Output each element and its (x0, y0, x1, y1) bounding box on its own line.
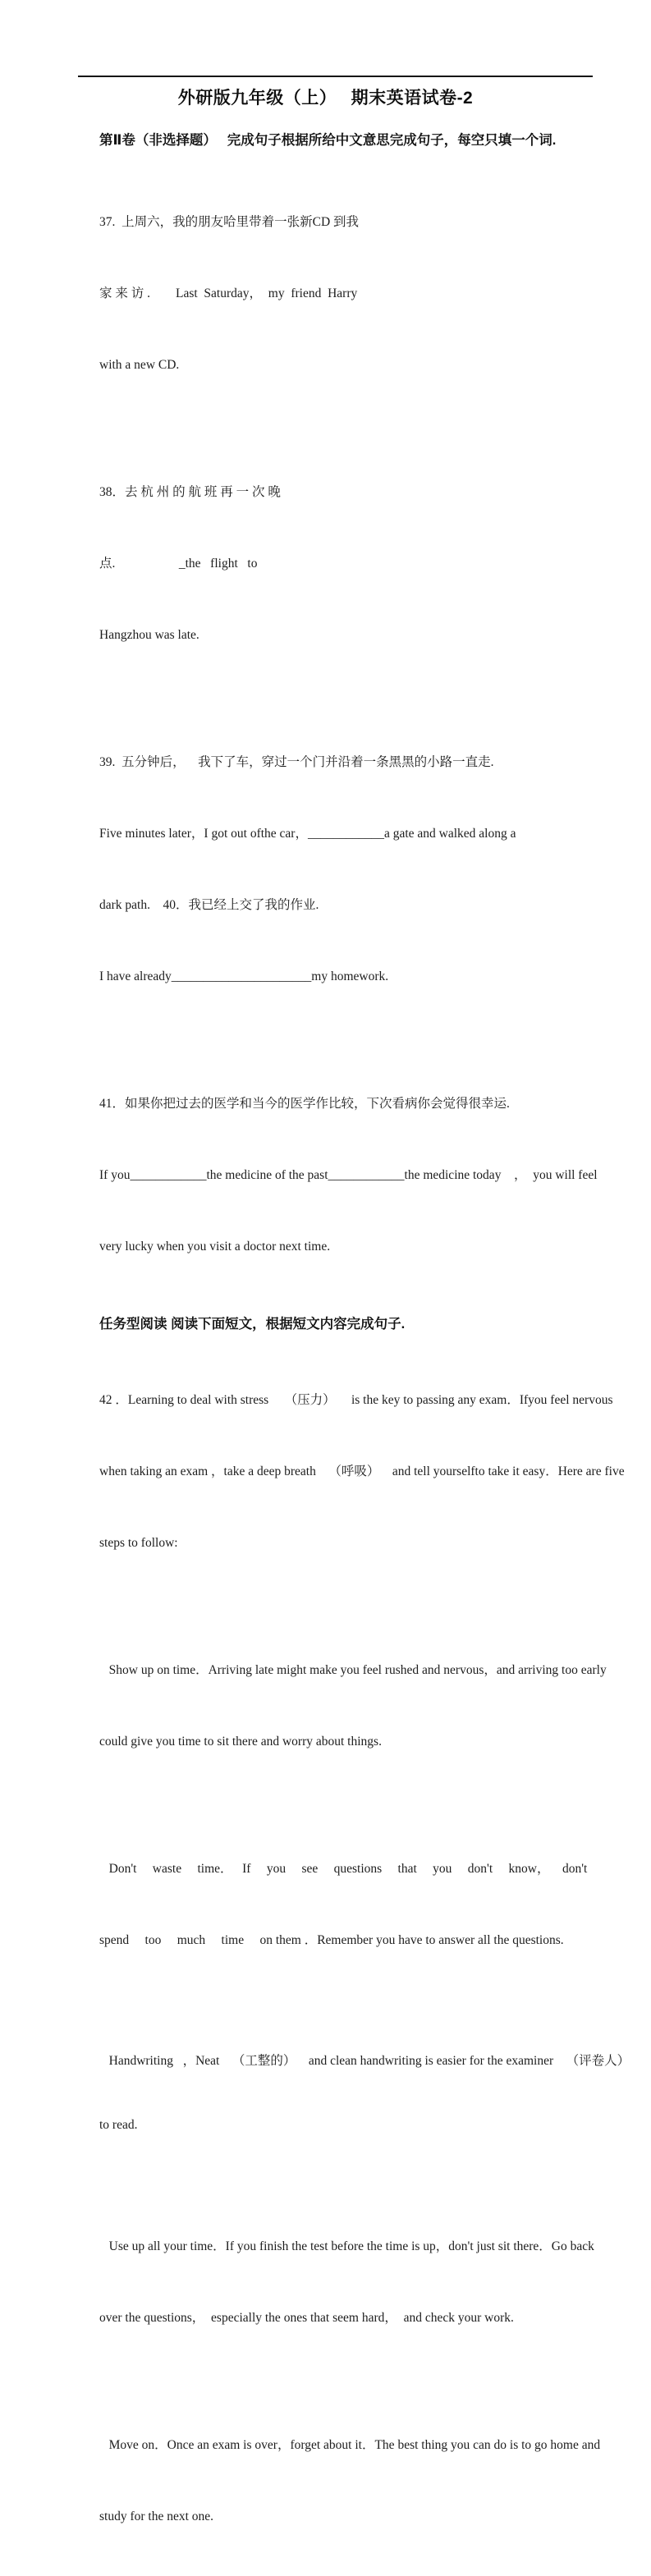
passage-step-handwriting (99, 2008, 630, 2179)
question-38-line: 38．去 杭 州 的 航 班 再 一 次 晚 (99, 485, 281, 499)
question-37-line: 家 来 访 . Last Saturday， my friend Harry (99, 286, 358, 300)
passage-line: Handwriting ，Neat （工整的） and clean handwriting is easier for the examiner （评卷人） (99, 2054, 630, 2068)
question-38-line: 点. _the flight to (99, 557, 258, 571)
question-42-intro (99, 1341, 625, 1602)
passage-line: Show up on time．Arriving late might make you feel rushed and nervous，and arriving too early (99, 1663, 607, 1677)
question-41-blank-line: If you____________the medicine of the past____________the medicine today ， you will feel (99, 1168, 598, 1182)
question-39-40 (99, 703, 577, 1036)
passage-line: Move on．Once an exam is over，forget about it．The best thing you can do is to go home and (99, 2438, 601, 2452)
reading-section-header: 任务型阅读 阅读下面短文，根据短文内容完成句子. (99, 1317, 406, 1332)
part2-section-header: 第Ⅱ卷（非选择题） 完成句子根据所给中文意思完成句子，每空只填一个词. (99, 133, 557, 148)
question-37 (99, 163, 577, 424)
question-40-line: dark path. 40．我已经上交了我的作业. (99, 898, 319, 912)
question-38-line: Hangzhou was late. (99, 628, 199, 642)
question-40-blank-line: I have already______________________my homework. (99, 969, 389, 983)
passage-line: Don't waste time． If you see questions that you don't know， don't (99, 1862, 588, 1876)
passage-line: to read. (99, 2118, 138, 2132)
passage-step-move-on (99, 2386, 601, 2576)
question-41-line: very lucky when you visit a doctor next time. (99, 1240, 331, 1254)
question-42-line: when taking an exam ，take a deep breath （呼吸） and tell yourselfto take it easy．Here are five (99, 1464, 625, 1478)
question-42-line: steps to follow: (99, 1536, 178, 1550)
passage-line: over the questions， especially the ones that seem hard， and check your work. (99, 2311, 514, 2325)
passage-line: study for the next one. (99, 2510, 214, 2523)
question-37-line: with a new CD. (99, 358, 180, 372)
question-39-blank-line: Five minutes later，I got out ofthe car，____________a gate and walked along a (99, 827, 516, 841)
passage-line: could give you time to sit there and worry about things. (99, 1735, 382, 1749)
passage-step-dont-waste (99, 1809, 588, 2000)
exam-paper-page (0, 76, 651, 2523)
header-rule (78, 76, 593, 77)
passage-line: spend too much time on them ．Remember you have to answer all the questions. (99, 1933, 564, 1947)
question-39-line: 39. 五分钟后， 我下了车，穿过一个门并沿着一条黑黑的小路一直走. (99, 755, 494, 769)
question-38 (99, 433, 577, 694)
question-41-line: 41．如果你把过去的医学和当今的医学作比较，下次看病你会觉得很幸运. (99, 1097, 510, 1111)
passage-step-use-up (99, 2187, 594, 2377)
question-42-line: 42 ．Learning to deal with stress （压力） is the key to passing any exam．Ifyou feel nervous (99, 1393, 613, 1407)
page-title: 外研版九年级（上） 期末英语试卷-2 (177, 89, 474, 108)
passage-step-show-up (99, 1611, 607, 1801)
passage-line: Use up all your time．If you finish the test before the time is up，don't just sit there．Go back (99, 2239, 594, 2253)
question-37-line: 37. 上周六，我的朋友哈里带着一张新CD 到我 (99, 215, 360, 229)
question-41 (99, 1044, 598, 1306)
